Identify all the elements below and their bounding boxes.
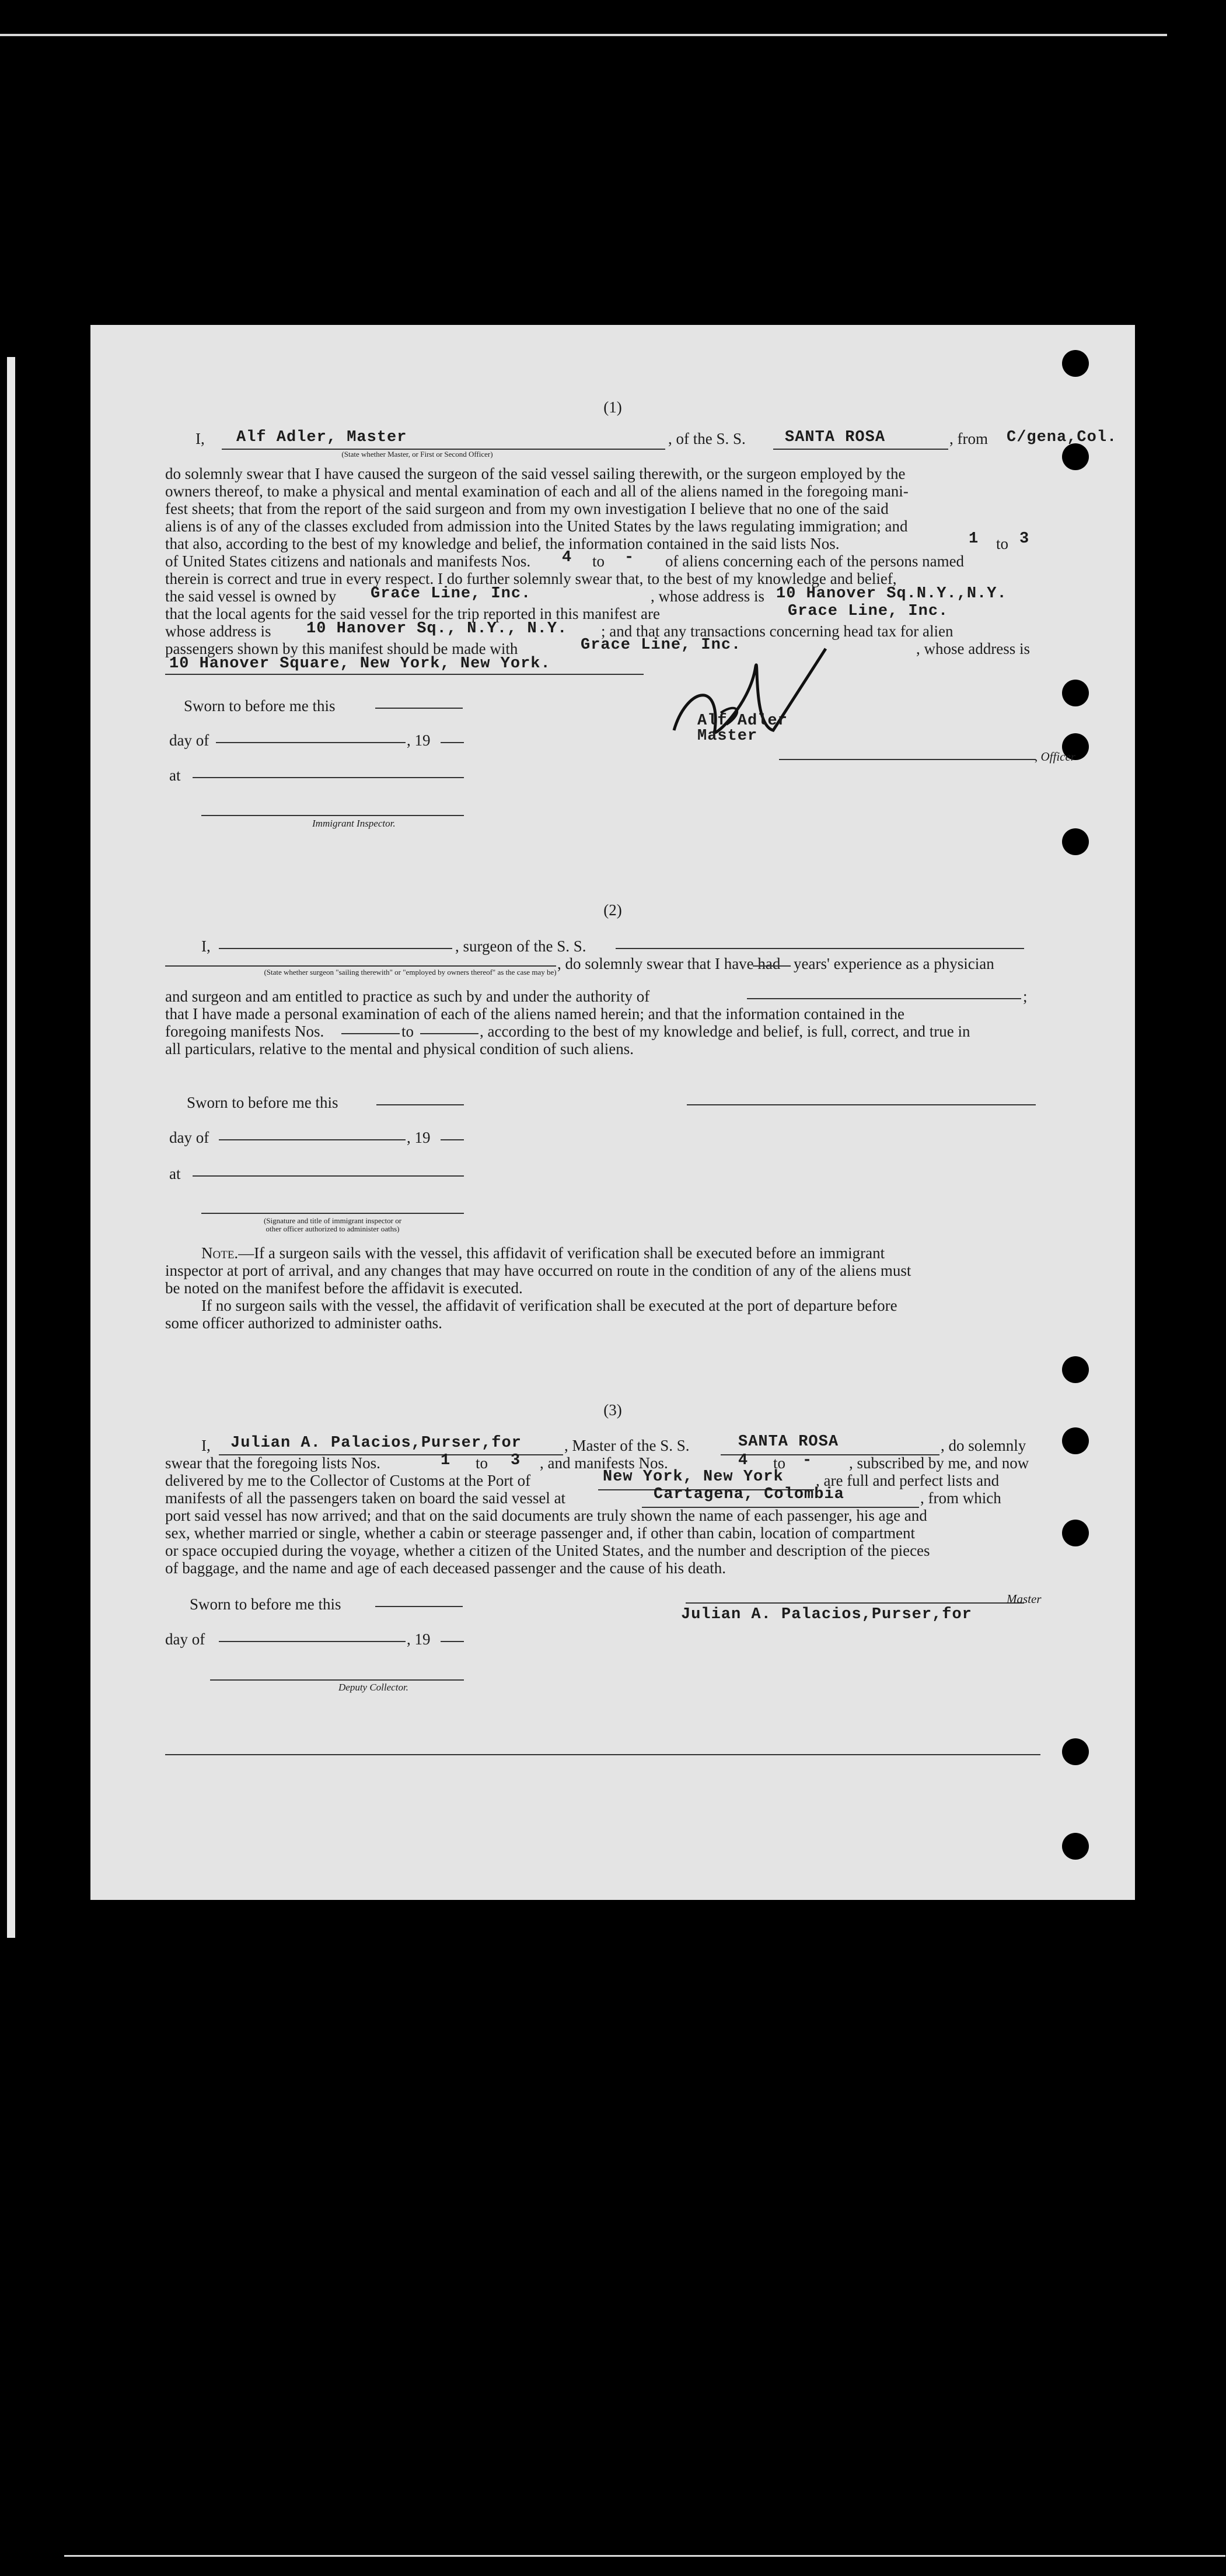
s1-manifests-from: 4 xyxy=(562,549,572,566)
s1-lists-to: 3 xyxy=(1019,530,1030,548)
s3-nineteen: , 19 xyxy=(407,1630,431,1648)
s3-collector-rule xyxy=(210,1679,464,1681)
bottom-rule xyxy=(165,1754,1040,1755)
s1-agents: Grace Line, Inc. xyxy=(788,603,949,620)
s2-swear-text: , do solemnly swear that I have had xyxy=(557,955,781,972)
s1-head-tax-address: 10 Hanover Square, New York, New York. xyxy=(169,655,551,673)
s1-inspector-label: Immigrant Inspector. xyxy=(312,818,396,829)
s3-master-of: , Master of the S. S. xyxy=(564,1437,690,1454)
s2-day-rule xyxy=(219,1139,406,1140)
s3-line-5: port said vessel has now arrived; and that on the said documents are truly shown the name of each passenger, his age and xyxy=(165,1507,927,1524)
s1-line-8: the said vessel is owned by xyxy=(165,587,337,605)
s1-officer-label: , Officer xyxy=(1035,750,1075,764)
s2-line-4b: to xyxy=(401,1023,414,1040)
s2-note-line-3: be noted on the manifest before the affidavit is executed. xyxy=(165,1279,523,1297)
s3-manifests-to: - xyxy=(802,1452,813,1469)
s2-note-label xyxy=(201,1244,885,1262)
punch-hole xyxy=(1062,1833,1089,1860)
section-2-number: (2) xyxy=(603,901,622,919)
s2-semicolon: ; xyxy=(1023,988,1028,1005)
s2-nineteen: , 19 xyxy=(407,1129,431,1146)
s2-surgeon-type-rule xyxy=(165,965,556,967)
s1-at: at xyxy=(169,766,181,784)
punch-hole xyxy=(1062,1356,1089,1383)
s1-inspector-rule xyxy=(201,815,464,816)
film-edge-strip xyxy=(7,357,15,1938)
s2-at-rule xyxy=(193,1175,464,1177)
s1-line-9: that the local agents for the said vessel for the trip reported in this manifest are xyxy=(165,605,660,622)
s2-ship-rule xyxy=(616,948,1024,949)
s2-note-line-2: inspector at port of arrival, and any changes that may have occurred on route in the condition of any of the aliens must xyxy=(165,1262,911,1279)
s1-owner-address: 10 Hanover Sq.N.Y.,N.Y. xyxy=(776,585,1007,603)
s2-surgeon-of: , surgeon of the S. S. xyxy=(455,937,586,955)
s1-year-rule xyxy=(441,742,464,743)
s1-agents-address: 10 Hanover Sq., N.Y., N.Y. xyxy=(306,620,568,638)
s1-signature-name: Alf Adler xyxy=(697,712,788,730)
s2-sig-caption-2: other officer authorized to administer oaths) xyxy=(266,1224,400,1233)
s1-lists-from: 1 xyxy=(969,530,979,548)
s1-to-word-2: to xyxy=(592,552,605,570)
s3-port: New York, New York xyxy=(603,1468,784,1486)
s1-line-5: that also, according to the best of my knowledge and belief, the information contained in the said lists Nos. xyxy=(165,535,840,552)
s3-year-rule xyxy=(441,1641,464,1642)
section-1-number: (1) xyxy=(603,398,622,416)
s3-line-6: sex, whether married or single, whether a cabin or steerage passenger and, if other than cabin, location of compartment xyxy=(165,1524,916,1542)
manifest-affidavit-page xyxy=(90,325,1135,1900)
s3-line-2a: swear that the foregoing lists Nos. xyxy=(165,1454,380,1472)
s3-name: Julian A. Palacios,Purser,for xyxy=(230,1434,522,1452)
s1-whose-address-end: , whose address is xyxy=(916,640,1030,657)
s1-master-caption: (State whether Master, or First or Second Officer) xyxy=(341,450,493,459)
s1-signature-title: Master xyxy=(697,727,758,745)
s3-manifests: , and manifests Nos. xyxy=(540,1454,668,1472)
s3-day-rule xyxy=(219,1641,406,1642)
s3-origin: Cartagena, Colombia xyxy=(654,1486,844,1503)
section-3-number: (3) xyxy=(603,1401,622,1419)
bottom-frame-line xyxy=(64,2555,1225,2557)
s3-day-of: day of xyxy=(165,1630,205,1648)
s2-manifest-to-rule xyxy=(420,1033,478,1034)
s1-at-rule xyxy=(193,777,464,778)
punch-hole xyxy=(1062,828,1089,855)
punch-hole xyxy=(1062,1427,1089,1454)
s2-years-rule xyxy=(753,965,791,967)
s1-line-6: of United States citizens and nationals and manifests Nos. xyxy=(165,552,531,570)
s1-head-tax-text: ; and that any transactions concerning head tax for alien xyxy=(601,622,953,640)
s3-signature-rule xyxy=(686,1602,1024,1604)
s1-from-port: C/gena,Col. xyxy=(1007,429,1117,446)
s2-manifest-from-rule xyxy=(341,1033,400,1034)
s3-to-2: to xyxy=(773,1454,786,1472)
s3-manifests-from: 4 xyxy=(738,1452,749,1469)
s3-i: I, xyxy=(201,1437,211,1454)
s3-to-1: to xyxy=(476,1454,488,1472)
s3-sworn: Sworn to before me this xyxy=(190,1595,341,1613)
s3-line-7: or space occupied during the voyage, whether a citizen of the United States, and the number and description of the pieces xyxy=(165,1542,930,1559)
s1-whose-address: , whose address is xyxy=(651,587,764,605)
s1-line-2: owners thereof, to make a physical and mental examination of each and all of the aliens named in the foregoing mani- xyxy=(165,482,909,500)
s1-day-of: day of xyxy=(169,732,209,749)
s3-line-3b: , are full and perfect lists and xyxy=(816,1472,1000,1489)
s2-line-2: and surgeon and am entitled to practice as such by and under the authority of xyxy=(165,988,650,1005)
s1-aliens-tail: of aliens concerning each of the persons named xyxy=(665,552,965,570)
s2-name-rule xyxy=(219,948,452,949)
s2-note-line-5: some officer authorized to administer oaths. xyxy=(165,1314,442,1332)
s3-line-8: of baggage, and the name and age of each deceased passenger and the cause of his death. xyxy=(165,1559,726,1577)
s3-signature: Julian A. Palacios,Purser,for xyxy=(681,1606,972,1623)
s2-line-4c: , according to the best of my knowledge and belief, is full, correct, and true in xyxy=(480,1023,970,1040)
s1-from-label: , from xyxy=(949,430,988,447)
s1-address-rule xyxy=(165,674,644,675)
punch-hole xyxy=(1062,680,1089,706)
s2-sig-caption-1: (Signature and title of immigrant inspector or xyxy=(263,1216,402,1225)
s1-line-7: therein is correct and true in every respect. I do further solemnly swear that, to the best of my knowledge and belief, xyxy=(165,570,897,587)
s1-line-1: do solemnly swear that I have caused the surgeon of the said vessel sailing therewith, or the surgeon employed by the xyxy=(165,465,906,482)
s1-line-4: aliens is of any of the classes excluded from admission into the United States by the laws regulating immigration; and xyxy=(165,517,908,535)
s2-sworn: Sworn to before me this xyxy=(187,1094,338,1111)
s1-nineteen: , 19 xyxy=(407,732,431,749)
top-frame-line xyxy=(0,34,1167,36)
s2-note-word: Note. xyxy=(201,1244,239,1262)
s2-caption: (State whether surgeon "sailing therewith" or "employed by owners thereof" as the case may be) xyxy=(264,968,557,977)
s2-surgeon-signature-rule xyxy=(687,1104,1036,1105)
s1-line-11: passengers shown by this manifest should be made with xyxy=(165,640,518,657)
s3-line-4a: manifests of all the passengers taken on board the said vessel at xyxy=(165,1489,566,1507)
s2-line-3: that I have made a personal examination of each of the aliens named herein; and that the information contained in the xyxy=(165,1005,905,1023)
s1-manifests-to: - xyxy=(624,549,635,566)
s2-sworn-rule xyxy=(376,1104,464,1105)
s2-at: at xyxy=(169,1165,181,1182)
s1-intro-i: I, xyxy=(195,430,205,447)
s3-deputy-label: Deputy Collector. xyxy=(338,1682,408,1693)
s1-sworn-rule xyxy=(375,708,463,709)
s3-master-word: Master xyxy=(1007,1592,1042,1606)
s2-i: I, xyxy=(201,937,211,955)
s2-officer-rule xyxy=(201,1213,464,1214)
s1-ship-name: SANTA ROSA xyxy=(785,429,886,446)
s3-lists-to: 3 xyxy=(511,1452,521,1469)
s2-authority-rule xyxy=(747,998,1021,999)
s1-sworn: Sworn to before me this xyxy=(184,697,336,715)
s1-officer-rule xyxy=(779,759,1036,760)
s1-line-3: fest sheets; that from the report of the said surgeon and from my own investigation I believe that no one of the said xyxy=(165,500,889,517)
s3-line-4b: , from which xyxy=(920,1489,1001,1507)
s1-of-ss: , of the S. S. xyxy=(668,430,746,447)
s1-ship-rule xyxy=(773,449,948,450)
punch-hole xyxy=(1062,350,1089,377)
punch-hole xyxy=(1062,1738,1089,1765)
s1-line-10: whose address is xyxy=(165,622,271,640)
s1-master-name: Alf Adler, Master xyxy=(236,429,407,446)
s3-solemnly: , do solemnly xyxy=(941,1437,1026,1454)
s3-subscribed: , subscribed by me, and now xyxy=(849,1454,1029,1472)
s1-to-word: to xyxy=(996,535,1009,552)
s2-line-4a: foregoing manifests Nos. xyxy=(165,1023,324,1040)
s1-day-rule xyxy=(216,742,406,743)
s3-sworn-rule xyxy=(375,1606,463,1607)
s1-owner: Grace Line, Inc. xyxy=(371,585,532,603)
s2-year-rule xyxy=(441,1139,464,1140)
s2-day-of: day of xyxy=(169,1129,209,1146)
s3-lists-from: 1 xyxy=(441,1452,451,1469)
s2-note-line-4: If no surgeon sails with the vessel, the affidavit of verification shall be executed at the port of departure before xyxy=(201,1297,897,1314)
s2-note-text-1: —If a surgeon sails with the vessel, this affidavit of verification shall be executed before an immigrant xyxy=(238,1244,885,1262)
s3-ship: SANTA ROSA xyxy=(738,1433,839,1451)
s3-line-3a: delivered by me to the Collector of Customs at the Port of xyxy=(165,1472,531,1489)
s2-line-5: all particulars, relative to the mental and physical condition of such aliens. xyxy=(165,1040,634,1058)
s2-years-text: years' experience as a physician xyxy=(794,955,994,972)
s1-head-tax-party: Grace Line, Inc. xyxy=(581,636,742,654)
